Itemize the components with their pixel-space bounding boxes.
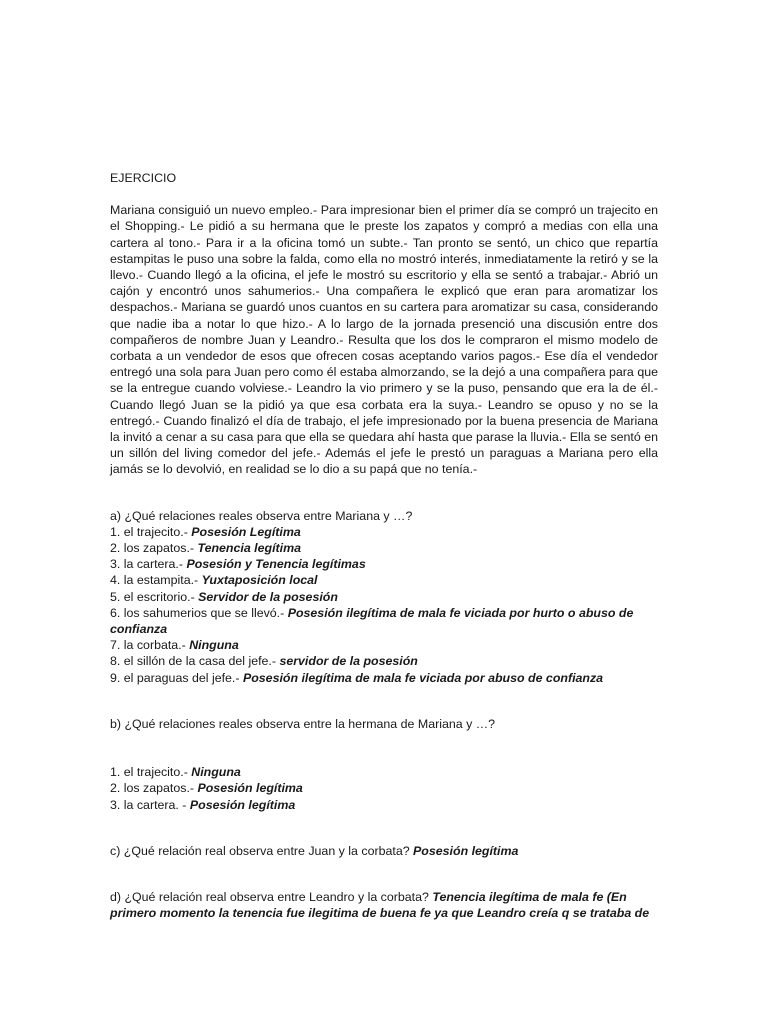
answer: Posesión ilegítima de mala fe viciada por abuso de confianza — [242, 670, 604, 685]
section-c — [110, 843, 658, 859]
list-item: 9. el paraguas del jefe.- Posesión ilegítima de mala fe viciada por abuso de confianza — [110, 670, 604, 685]
answer: Posesión legítima — [413, 843, 519, 858]
document-title: EJERCICIO — [110, 171, 177, 185]
list-item: 4. la estampita.- Yuxtaposición local — [110, 573, 318, 588]
list-item: 5. el escritorio.- Servidor de la posesión — [110, 589, 338, 604]
answer: Posesión y Tenencia legítimas — [186, 557, 366, 572]
question-c: c) ¿Qué relación real observa entre Juan y la corbata? Posesión legítima — [110, 843, 519, 858]
answer: Posesión Legítima — [191, 524, 301, 539]
answer: Servidor de la posesión — [198, 589, 338, 604]
answer: Ninguna — [189, 638, 239, 653]
answer: servidor de la posesión — [279, 654, 418, 669]
answer: Tenencia ilegítima de mala fe (En primero momento la tenencia fue ilegitima de buena fe ya que Leandro creía q se trataba de — [110, 889, 650, 921]
answer: Yuxtaposición local — [201, 573, 318, 588]
list-item: 6. los sahumerios que se llevó.- Posesión ilegítima de mala fe viciada por hurto o abuso de confianza — [110, 605, 634, 637]
answer: Ninguna — [191, 765, 241, 780]
answer: Posesión legítima — [197, 781, 303, 796]
list-item: 2. los zapatos.- Tenencia legítima — [110, 541, 301, 556]
exercise-paragraph: Mariana consiguió un nuevo empleo.- Para impresionar bien el primer día se compró un trajecito en el Shopping.- Le pidió a su hermana que le preste los zapatos y compró a medias con ella una cartera al tono.- Para ir a la oficina tomó un subte.- Tan pronto se sentó, un chico que repartía estampitas le puso una sobre la falda, como ella no mostró interés, inmediatamente la retiró y se la llevo.- Cuando llegó a la oficina, el jefe le mostró su escritorio y ella se sentó a trabajar.- Abrió un cajón y encontró unos sahumerios.- Una compañera le explicó que eran para aromatizar los despachos.- Mariana se guardó unos cuantos en su cartera para aromatizar su casa, considerando que nadie iba a notar lo que hizo.- A lo largo de la jornada presenció una discusión entre dos compañeros de nombre Juan y Leandro.- Resulta que los dos le compraron el mismo modelo de corbata a un vendedor de esos que ofrecen cosas aceptando varios pagos.- Ese día el vendedor entregó una sola para Juan pero como él estaba almorzando, se la dejó a una compañera para que se la entregue cuando volviese.- Leandro la vio primero y se la puso, pensando que era la de él.- Cuando llegó Juan se la pidió ya que esa corbata era la suya.- Leandro se opuso y no se la entregó.- Cuando finalizó el día de trabajo, el jefe impresionado por la buena presencia de Mariana la invitó a cenar a su casa para que ella se quedara ahí hasta que parase la lluvia.- Ella se sentó en un sillón del living comedor del jefe.- Además el jefe le prestó un paraguas a Mariana pero ella jamás se lo devolvió, en realidad se lo dio a su papá que no tenía.- — [110, 203, 658, 477]
question-b: b) ¿Qué relaciones reales observa entre la hermana de Mariana y …? — [110, 716, 495, 731]
document-page — [110, 170, 658, 921]
answer: Posesión ilegítima de mala fe viciada por hurto o abuso de confianza — [110, 605, 634, 637]
question-d: d) ¿Qué relación real observa entre Leandro y la corbata? Tenencia ilegítima de mala fe (En primero momento la tenencia fue ilegitima de buena fe ya que Leandro creía q se trataba de — [110, 889, 650, 921]
list-item: 2. los zapatos.- Posesión legítima — [110, 781, 303, 796]
list-item: 7. la corbata.- Ninguna — [110, 638, 239, 653]
question-a: a) ¿Qué relaciones reales observa entre Mariana y …? — [110, 508, 413, 523]
section-d — [110, 889, 658, 921]
list-item: 1. el trajecito.- Ninguna — [110, 765, 241, 780]
list-item: 8. el sillón de la casa del jefe.- servidor de la posesión — [110, 654, 418, 669]
section-b — [110, 716, 658, 813]
section-a — [110, 508, 658, 686]
answer: Tenencia legítima — [197, 541, 301, 556]
list-item: 1. el trajecito.- Posesión Legítima — [110, 524, 301, 539]
list-item: 3. la cartera.- Posesión y Tenencia legítimas — [110, 557, 366, 572]
answer: Posesión legítima — [189, 797, 296, 812]
list-item: 3. la cartera. - Posesión legítima — [110, 797, 296, 812]
